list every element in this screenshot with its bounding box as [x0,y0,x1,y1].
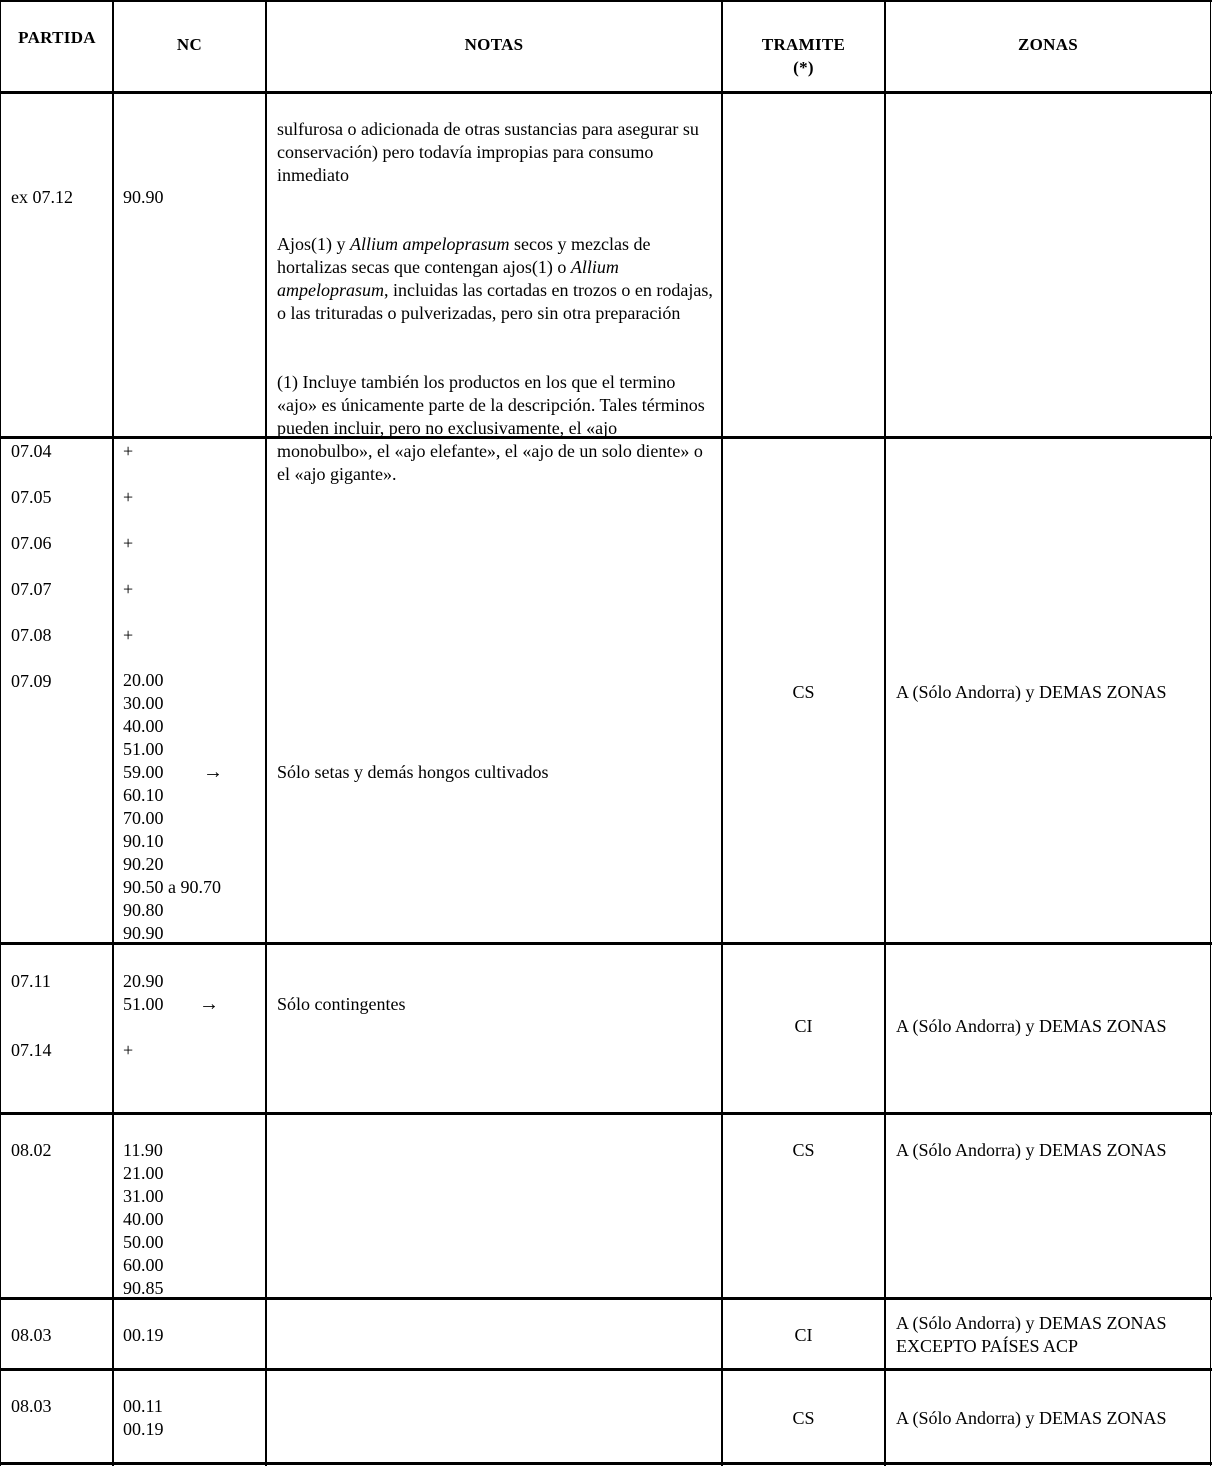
row2-nc-plus-mark: + [123,579,134,599]
row4-partida: 08.02 [11,1140,52,1160]
header-partida: PARTIDA [18,28,96,47]
row2-tramite: CS [792,682,815,702]
col-divider-notas-tramite [721,0,723,1466]
row3-arrow-icon: → [199,993,219,1015]
row2-nc-plus-mark: + [123,533,134,553]
row2-nc-plus-mark: + [123,487,134,507]
table-top-border [0,0,1212,2]
row2-nc-code: 30.00 [123,693,164,713]
table-left-border [0,0,1,1466]
row2-notas: Sólo setas y demás hongos cultivados [277,762,549,782]
row2-partida: 07.04 [11,441,52,461]
row1-notas-species: Allium ampeloprasum [350,234,510,254]
row6-nc-list [123,1395,164,1441]
row4-nc-code: 40.00 [123,1209,164,1229]
row2-nc-code: 90.20 [123,854,164,874]
row4-nc-code: 21.00 [123,1163,164,1183]
table-right-border [1210,0,1211,1466]
row2-partida: 07.08 [11,625,52,645]
col-divider-nc-notas [265,0,267,1466]
header-zonas: ZONAS [1017,35,1079,54]
row3-partida: 07.11 [11,971,51,991]
row3-tramite: CI [794,1016,813,1036]
row4-tramite: CS [792,1140,815,1160]
row6-tramite: CS [792,1408,815,1428]
row2-nc-code: 90.50 a 90.70 [123,877,221,897]
row2-nc-code: 20.00 [123,670,164,690]
row2-nc-plus-mark: + [123,441,134,461]
row1-notas-footnote: (1) Incluye también los productos en los que el termino «ajo» es únicamente parte de la descripción. Tales términos pueden incluir, pero no exclusivamente, el «ajo monobulbo», el «ajo elefante», el «ajo de un solo diente» o el «ajo gigante». [277,372,705,484]
row2-partidas [11,440,52,716]
row2-nc-code: 90.90 [123,923,164,943]
header-tramite: TRAMITE (*) [761,35,846,77]
row2-nc-plus [123,440,133,670]
row5-partida: 08.03 [11,1325,52,1345]
row3-notas: Sólo contingentes [277,994,406,1014]
row5-nc: 00.19 [123,1325,164,1345]
header-notas: NOTAS [464,35,524,54]
header-nc: NC [176,35,203,54]
table-bottom-border [0,1462,1212,1465]
row2-nc-code: 70.00 [123,808,164,828]
row-divider-3 [0,1112,1212,1115]
row2-partida: 07.06 [11,533,52,553]
row4-nc-code: 90.85 [123,1278,164,1298]
row4-nc-code: 50.00 [123,1232,164,1252]
row1-notas-description [277,233,715,325]
row1-partida: ex 07.12 [11,187,73,207]
header-bottom-border [0,91,1212,94]
row5-zonas: A (Sólo Andorra) y DEMAS ZONAS EXCEPTO PAÍSES ACP [896,1313,1167,1356]
row3-nc-code: 20.90 [123,971,164,991]
row4-nc-list [123,1139,164,1300]
row2-nc-code: 59.00 [123,762,164,782]
row4-nc-code: 11.90 [123,1140,163,1160]
row6-partida: 08.03 [11,1396,52,1416]
row2-partida: 07.05 [11,487,52,507]
row1-nc: 90.90 [123,187,164,207]
row4-nc-code: 60.00 [123,1255,164,1275]
row4-zonas: A (Sólo Andorra) y DEMAS ZONAS [896,1140,1167,1160]
row6-zonas: A (Sólo Andorra) y DEMAS ZONAS [896,1408,1167,1428]
row1-notas-text: , incluidas las cortadas en trozos o en rodajas, o las trituradas o pulverizadas, pero sin otra preparación [277,280,713,323]
row3-zonas: A (Sólo Andorra) y DEMAS ZONAS [896,1016,1167,1036]
row6-nc-code: 00.19 [123,1419,164,1439]
row1-notas-text: Ajos(1) y [277,234,350,254]
row2-partida: 07.07 [11,579,52,599]
row1-notas-text: secos y mezclas de hortalizas secas que contengan ajos(1) o [277,234,651,277]
row3-partida: 07.14 [11,1040,52,1060]
row2-nc-list [123,669,221,945]
row1-notas-continuation: sulfurosa o adicionada de otras sustancias para asegurar su conservación) pero todavía impropias para consumo inmediato [277,119,699,185]
row2-partida: 07.09 [11,671,52,691]
col-divider-partida-nc [112,0,114,1466]
row1-notas [277,95,715,509]
row2-nc-code: 51.00 [123,739,164,759]
row-divider-5 [0,1368,1212,1371]
row6-nc-code: 00.11 [123,1396,163,1416]
row2-nc-plus-mark: + [123,625,134,645]
row2-nc-code: 90.80 [123,900,164,920]
row4-nc-code: 31.00 [123,1186,164,1206]
row-divider-4 [0,1297,1212,1300]
row2-nc-code: 40.00 [123,716,164,736]
row3-nc-code: 51.00 [123,994,164,1014]
row5-tramite: CI [794,1325,813,1345]
col-divider-tramite-zonas [884,0,886,1466]
row2-zonas: A (Sólo Andorra) y DEMAS ZONAS [896,682,1167,702]
row2-nc-code: 60.10 [123,785,164,805]
row3-nc-plus-mark: + [123,1040,134,1060]
row1-notas-species: Allium ampeloprasum [277,257,619,300]
row2-nc-code: 90.10 [123,831,164,851]
row2-arrow-icon: → [203,761,223,783]
